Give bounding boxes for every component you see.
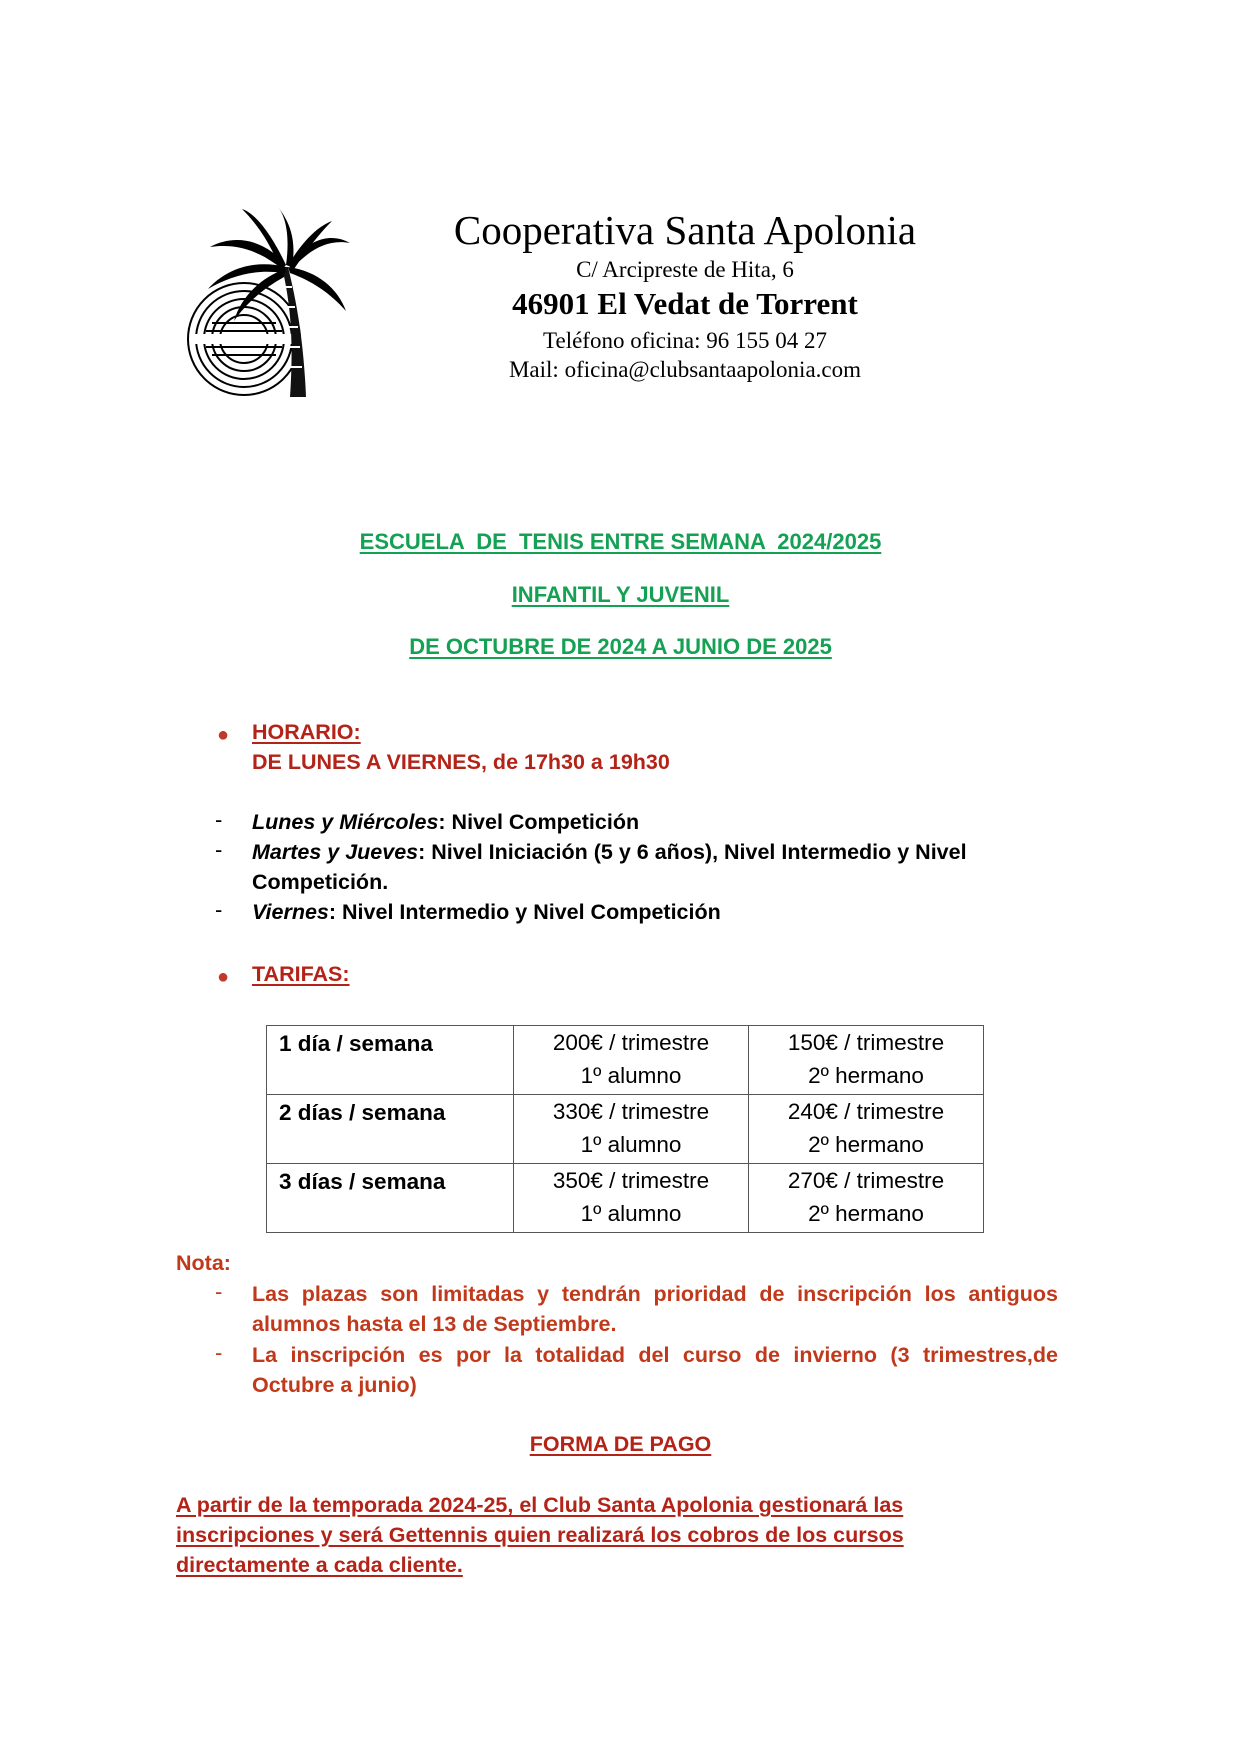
address: C/ Arcipreste de Hita, 6 <box>576 257 794 282</box>
price-sibling-cell: 150€ / trimestre 2º hermano <box>749 1026 984 1095</box>
category-title: INFANTIL Y JUVENIL <box>511 582 730 607</box>
horario-days: DE LUNES A VIERNES <box>252 750 481 774</box>
period-title: DE OCTUBRE DE 2024 A JUNIO DE 2025 <box>409 634 832 659</box>
horario-time: DE LUNES A VIERNES, de 17h30 a 19h30 <box>252 750 670 774</box>
schedule-item-tue-thu: Martes y Jueves: Nivel Iniciación (5 y 6 años), Nivel Intermedio y Nivel <box>252 840 967 864</box>
bullet-icon: ● <box>217 966 230 988</box>
phone: Teléfono oficina: 96 155 04 27 <box>543 328 827 353</box>
tarifas-table <box>266 1025 984 1233</box>
dash-icon: - <box>215 807 223 832</box>
pago-text: A partir de la temporada 2024-25, el Club Santa Apolonia gestionará las inscripciones y será Gettennis quien realizará los cobros de los cursos directamente a cada cliente. <box>176 1493 904 1577</box>
schedule-item-tue-thu-cont: Competición. <box>252 870 389 894</box>
dash-icon: - <box>215 897 223 922</box>
bullet-icon: ● <box>217 724 230 746</box>
tarifas-label: TARIFAS: <box>252 962 350 986</box>
org-name: Cooperativa Santa Apolonia <box>453 207 917 253</box>
price-first-cell: 200€ / trimestre 1º alumno <box>514 1026 749 1095</box>
horario-label: HORARIO: <box>252 720 361 744</box>
pago-title: FORMA DE PAGO <box>529 1432 712 1456</box>
city: 46901 El Vedat de Torrent <box>512 286 858 321</box>
nota-item: La inscripción es por la totalidad del curso de invierno (3 trimestres,de Octubre a junio) <box>252 1343 1058 1397</box>
table-row <box>267 1095 984 1164</box>
nota-item: Las plazas son limitadas y tendrán prioridad de inscripción los antiguos alumnos hasta el 13 de Septiembre. <box>252 1282 1058 1336</box>
price-first-cell: 330€ / trimestre 1º alumno <box>514 1095 749 1164</box>
dash-icon: - <box>215 1279 223 1304</box>
freq-cell: 2 días / semana <box>267 1095 514 1164</box>
price-sibling-cell: 270€ / trimestre 2º hermano <box>749 1164 984 1233</box>
schedule-item-mon-wed: Lunes y Miércoles: Nivel Competición <box>252 810 640 834</box>
nota-label: Nota: <box>176 1251 231 1275</box>
table-row <box>267 1164 984 1233</box>
price-sibling-cell: 240€ / trimestre 2º hermano <box>749 1095 984 1164</box>
mail: Mail: oficina@clubsantaapolonia.com <box>508 357 862 382</box>
table-row <box>267 1026 984 1095</box>
dash-icon: - <box>215 1340 223 1365</box>
freq-cell: 3 días / semana <box>267 1164 514 1233</box>
palm-tree-logo-icon <box>182 207 352 403</box>
school-title: ESCUELA DE TENIS ENTRE SEMANA 2024/2025 <box>359 529 882 554</box>
schedule-item-fri: Viernes: Nivel Intermedio y Nivel Competición <box>252 900 721 924</box>
freq-cell: 1 día / semana <box>267 1026 514 1095</box>
dash-icon: - <box>215 837 223 862</box>
price-first-cell: 350€ / trimestre 1º alumno <box>514 1164 749 1233</box>
